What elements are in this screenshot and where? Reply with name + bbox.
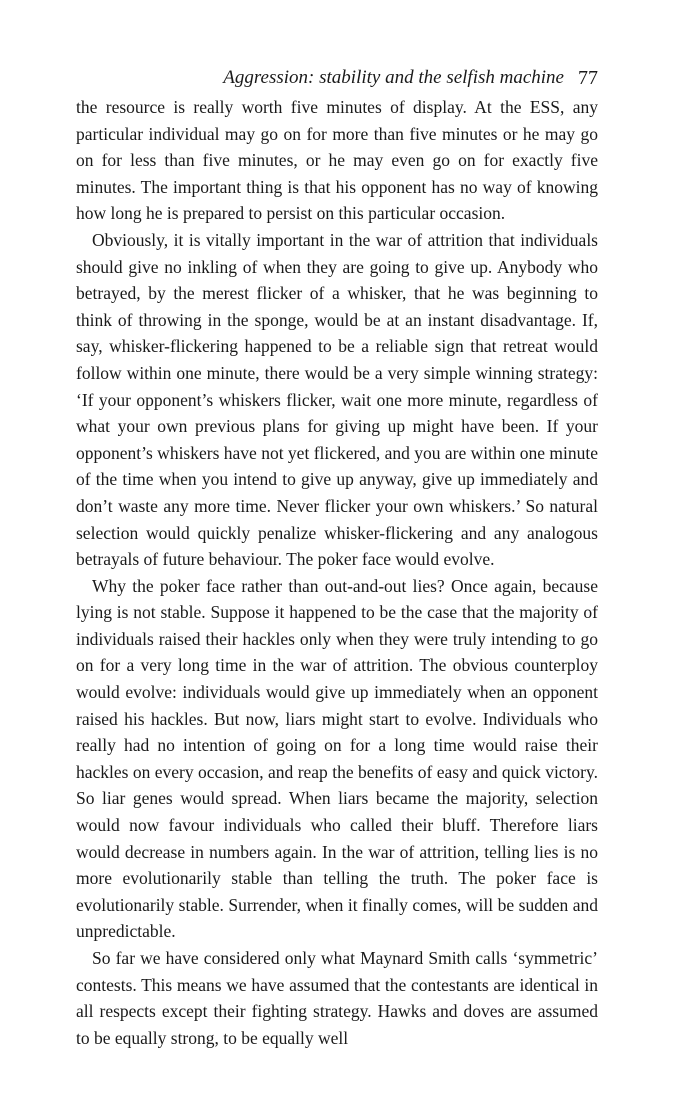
page-number: 77 [578, 67, 598, 89]
paragraph: So far we have considered only what Maynard Smith calls ‘symmetric’ contests. This means we have assumed that the contestants are identical in all respects except their fighting strategy. Hawks and doves are assumed to be equally strong, to be equally well [76, 948, 598, 1048]
paragraph: Why the poker face rather than out-and-out lies? Once again, because lying is not stable. Suppose it happened to be the case that the majority of individuals raised their hackles only when they were truly intending to go on for a very long time in the war of attrition. The obvious counterploy would evolve: individuals would give up immediately when an opponent raised his hackles. But now, liars might start to evolve. Individuals who really had no intention of going on for a long time would raise their hackles on every occasion, and reap the benefits of easy and quick victory. So liar genes would spread. When liars became the majority, selection would now favour individuals who called their bluff. Therefore liars would decrease in numbers again. In the war of attrition, telling lies is no more evolutionarily stable than telling the truth. The poker face is evolutionarily stable. Surrender, when it finally comes, will be sudden and unpredictable. [76, 575, 598, 942]
running-header [76, 62, 598, 94]
running-title: Aggression: stability and the selfish machine [223, 67, 564, 88]
paragraph: Obviously, it is vitally important in the war of attrition that individuals should give no inkling of when they are going to give up. Anybody who betrayed, by the merest flicker of a whisker, that he was beginning to think of throwing in the sponge, would be at an instant disadvantage. If, say, whisker-flickering happened to be a reliable sign that retreat would follow within one minute, there would be a very simple winning strategy: ‘If your opponent’s whiskers flicker, wait one more minute, regardless of what your own previous plans for giving up might have been. If your opponent’s whiskers have not yet flickered, and you are within one minute of the time when you intend to give up anyway, give up immediately and don’t waste any more time. Never flicker your own whiskers.’ So natural selection would quickly penalize whisker-flickering and any analogous betrayals of future behaviour. The poker face would evolve. [76, 229, 598, 570]
body-text [76, 94, 598, 1051]
paragraph-continued: the resource is really worth five minutes of display. At the ESS, any particular individual may go on for more than five minutes or he may go on for less than five minutes, or he may even go on for exactly five minutes. The important thing is that his opponent has no way of knowing how long he is prepared to persist on this particular occasion. [76, 97, 598, 224]
book-page [76, 62, 598, 1051]
